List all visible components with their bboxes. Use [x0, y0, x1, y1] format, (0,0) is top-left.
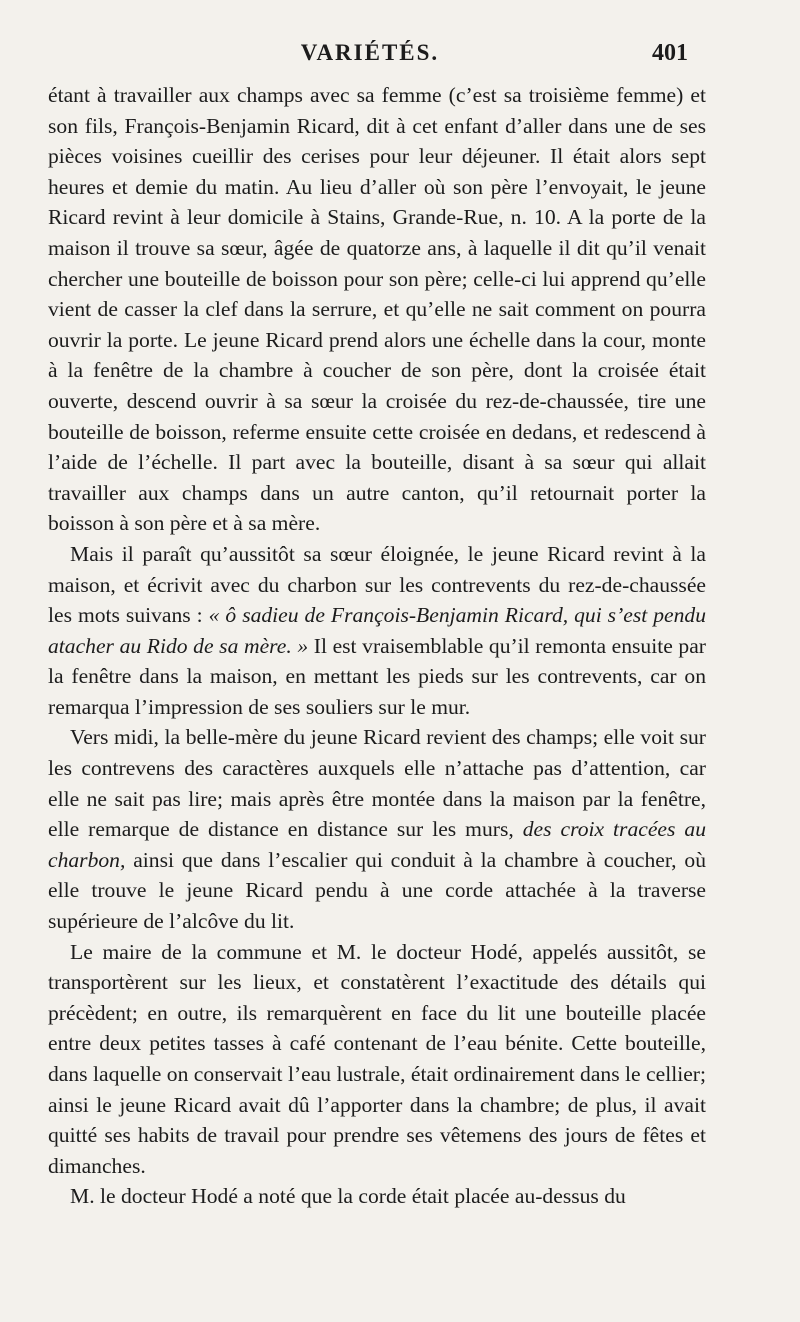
page-number: 401	[652, 40, 688, 66]
paragraph-2-before: Mais il paraît qu’aussitôt sa sœur éloignée, le jeune Ricard revint à la maison, et écrivit avec du charbon sur les contrevents du rez-de-chaussée les mots suivans :	[48, 541, 706, 628]
inscription-quote: « ô sadieu de François-Benjamin Ricard, qui s’est pendu atacher au Rido de sa mère. »	[48, 603, 707, 658]
running-header	[0, 40, 800, 80]
paragraph-1: étant à travailler aux champs avec sa femme (c’est sa troisième femme) et son fils, François-Benjamin Ricard, dit à cet enfant d’aller dans une de ses pièces voisines cueillir des cerises pour leur déjeuner. Il était alors sept heures et demie du matin. Au lieu d’aller où son père l’envoyait, le jeune Ricard revint à leur domicile à Stains, Grande-Rue, n. 10. A la porte de la maison il trouve sa sœur, âgée de quatorze ans, à laquelle il dit qu’il venait chercher une bouteille de boisson pour son père; celle-ci lui apprend qu’elle vient de casser la clef dans la serrure, et qu’elle ne sait comment on pourra ouvrir la porte. Le jeune Ricard prend alors une échelle dans la cour, monte à la fenêtre de la chambre à coucher de son père, dont la croisée était ouverte, descend ouvrir à sa sœur la croisée du rez-de-chaussée, tire une bouteille de boisson, referme ensuite cette croisée en dedans, et redescend à l’aide de l’échelle. Il part avec la bouteille, disant à sa sœur qui allait travailler aux champs dans un autre canton, qu’il retournait porter la boisson à son père et à sa mère.	[48, 83, 706, 536]
paragraph-2-after: Il est vraisemblable qu’il remonta ensuite par la fenêtre dans la maison, en mettant les pieds sur les contrevents, car on remarqua l’impression de ses souliers sur le mur.	[48, 633, 706, 719]
body-text	[48, 80, 706, 1212]
paragraph-3	[48, 722, 706, 936]
running-title: VARIÉTÉS.	[300, 40, 440, 65]
paragraph-4: Le maire de la commune et M. le docteur Hodé, appelés aussitôt, se transportèrent sur les lieux, et constatèrent l’exactitude des détails qui précèdent; en outre, ils remarquèrent en face du lit une bouteille placée entre deux petites tasses à café contenant de l’eau bénite. Cette bouteille, dans laquelle on conservait l’eau lustrale, était ordinairement dans le cellier; ainsi le jeune Ricard avait dû l’apporter dans la chambre; de plus, il avait quitté ses habits de travail pour prendre ses vêtemens des jours de fêtes et dimanches.	[48, 939, 706, 1178]
paragraph-3-before: Vers midi, la belle-mère du jeune Ricard revient des champs; elle voit sur les contrevens des caractères auxquels elle n’attache pas d’attention, car elle ne sait pas lire; mais après être montée dans la maison par la fenêtre, elle remarque de distance en distance sur les murs,	[48, 725, 706, 842]
paragraph-5: M. le docteur Hodé a noté que la corde était placée au-dessus du	[70, 1184, 626, 1209]
paragraph-3-after: ainsi que dans l’escalier qui conduit à la chambre à coucher, où elle trouve le jeune Ricard pendu à une corde attachée à la traverse supérieure de l’alcôve du lit.	[48, 847, 706, 934]
crosses-phrase: des croix tracées au charbon,	[48, 817, 706, 872]
paragraph-2	[48, 539, 706, 723]
